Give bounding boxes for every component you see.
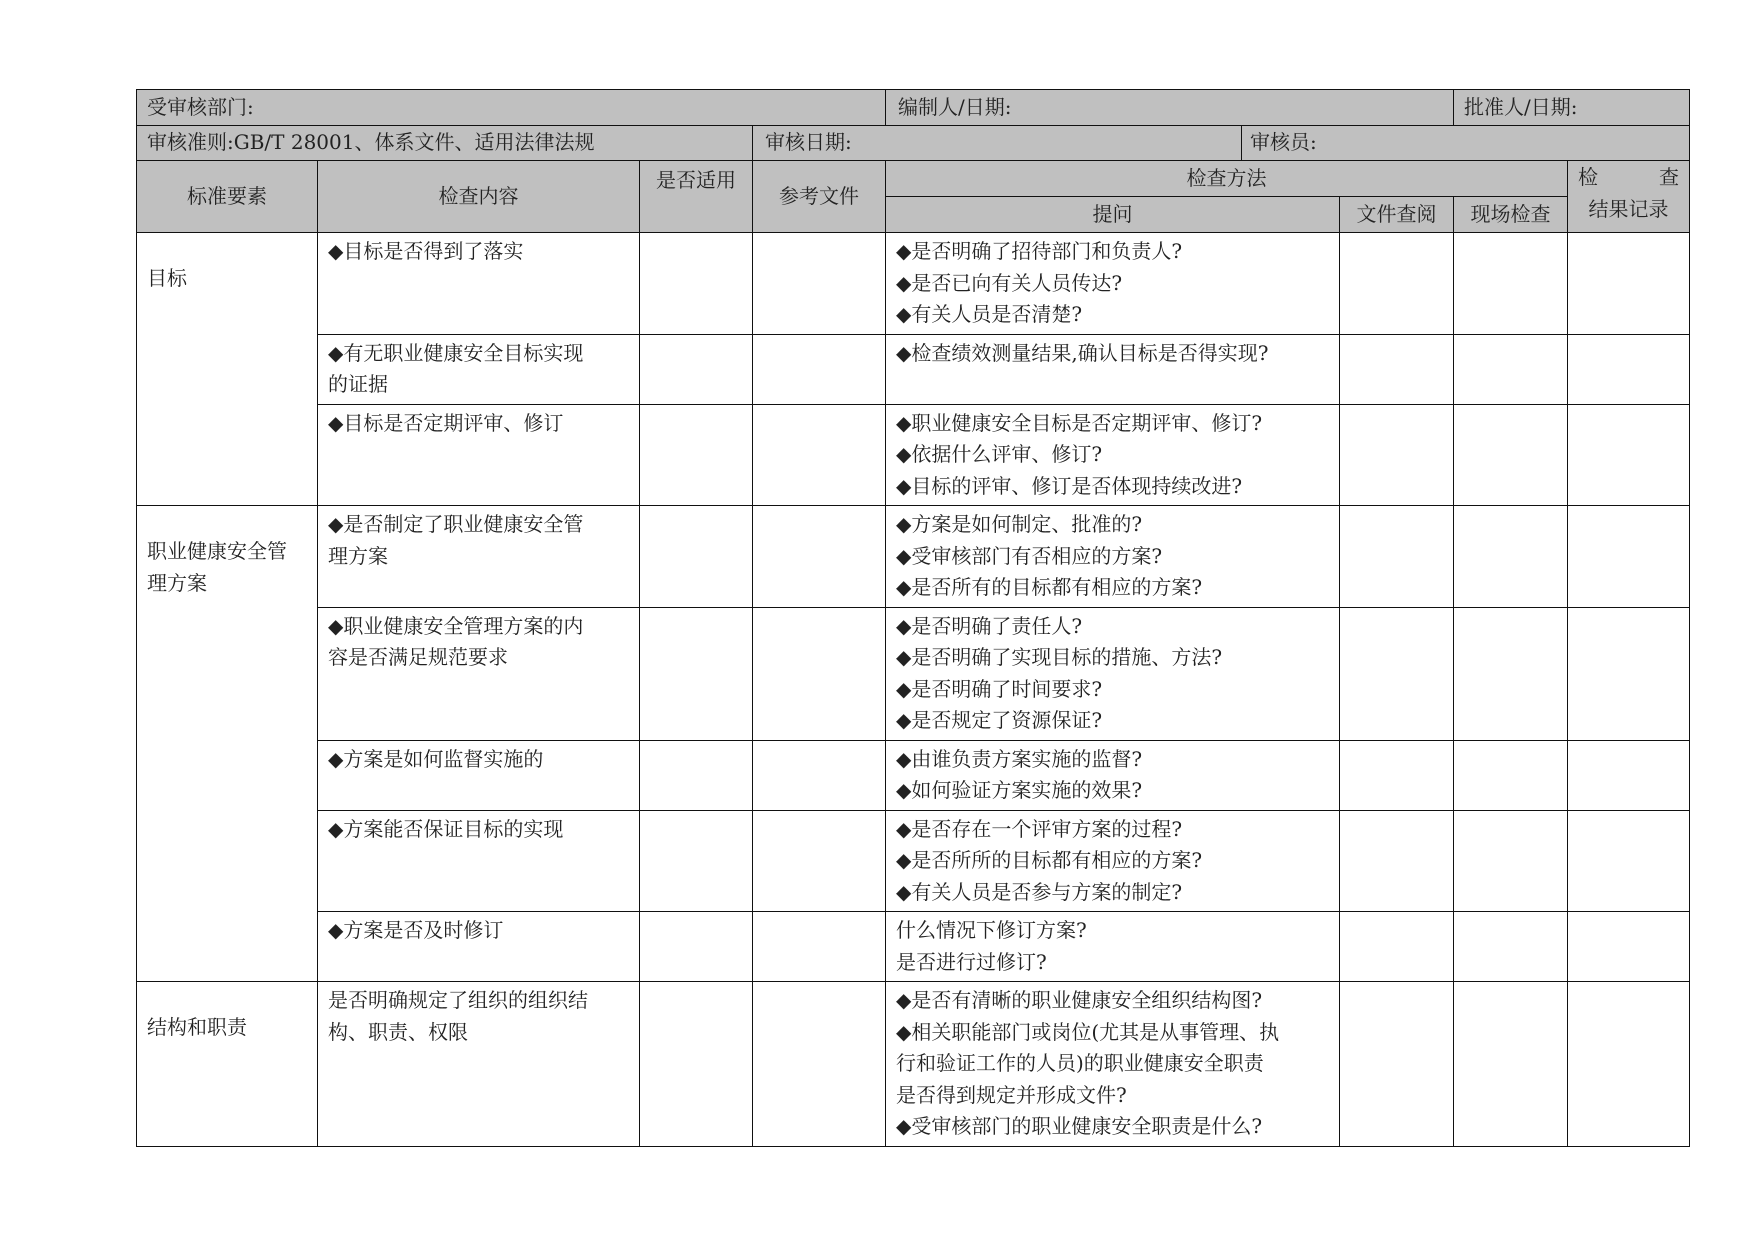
header-row-2-table bbox=[136, 125, 1690, 162]
checklist-row bbox=[137, 740, 1690, 810]
question-line: 是否得到规定并形成文件? bbox=[896, 1082, 1127, 1107]
element-cell bbox=[137, 982, 318, 1147]
doc-review-cell[interactable] bbox=[1340, 810, 1454, 912]
col-head-result bbox=[1568, 161, 1690, 233]
result-cell[interactable] bbox=[1568, 810, 1690, 912]
result-cell[interactable] bbox=[1568, 506, 1690, 608]
audited-dept-field[interactable] bbox=[137, 90, 886, 126]
reference-cell[interactable] bbox=[753, 607, 886, 740]
content-line: ◆有无职业健康安全目标实现 bbox=[328, 340, 584, 365]
header-row-1 bbox=[137, 90, 1690, 126]
auditor-field[interactable] bbox=[1242, 125, 1690, 161]
content-line: ◆职业健康安全管理方案的内 bbox=[328, 613, 584, 638]
reference-cell[interactable] bbox=[753, 233, 886, 335]
element-label: 结构和职责 bbox=[147, 1015, 247, 1039]
result-cell[interactable] bbox=[1568, 607, 1690, 740]
result-cell[interactable] bbox=[1568, 982, 1690, 1147]
element-label: 职业健康安全管 bbox=[147, 539, 287, 563]
audited-dept-label: 受审核部门: bbox=[147, 94, 254, 119]
question-cell bbox=[886, 607, 1340, 740]
result-cell[interactable] bbox=[1568, 912, 1690, 982]
content-line: 容是否满足规范要求 bbox=[328, 645, 508, 669]
checklist-row bbox=[137, 982, 1690, 1147]
col-head-result-line2: 结果记录 bbox=[1588, 196, 1669, 221]
question-line: ◆职业健康安全目标是否定期评审、修订? bbox=[896, 410, 1263, 435]
content-line: 构、职责、权限 bbox=[328, 1019, 468, 1044]
doc-review-cell[interactable] bbox=[1340, 982, 1454, 1147]
question-line: ◆是否规定了资源保证? bbox=[896, 708, 1103, 732]
content-line: 的证据 bbox=[328, 372, 388, 396]
reference-cell[interactable] bbox=[753, 740, 886, 810]
checklist-row bbox=[137, 334, 1690, 404]
question-line: ◆目标的评审、修订是否体现持续改进? bbox=[896, 473, 1243, 498]
question-line: ◆有关人员是否参与方案的制定? bbox=[896, 879, 1183, 904]
applicable-cell[interactable] bbox=[640, 233, 753, 335]
auditor-label: 审核员: bbox=[1250, 130, 1317, 155]
col-head-reference: 参考文件 bbox=[753, 161, 886, 233]
doc-review-cell[interactable] bbox=[1340, 740, 1454, 810]
question-line: 行和验证工作的人员)的职业健康安全职责 bbox=[896, 1051, 1264, 1075]
reference-cell[interactable] bbox=[753, 810, 886, 912]
reference-cell[interactable] bbox=[753, 334, 886, 404]
applicable-cell[interactable] bbox=[640, 912, 753, 982]
site-check-cell[interactable] bbox=[1454, 982, 1568, 1147]
content-cell bbox=[318, 506, 640, 608]
reference-cell[interactable] bbox=[753, 912, 886, 982]
content-cell bbox=[318, 912, 640, 982]
element-cell bbox=[137, 233, 318, 506]
question-line: ◆受审核部门的职业健康安全职责是什么? bbox=[896, 1114, 1263, 1138]
content-cell bbox=[318, 404, 640, 506]
col-head-site-check: 现场检查 bbox=[1454, 197, 1568, 233]
col-head-content: 检查内容 bbox=[318, 161, 640, 233]
question-line: ◆方案是如何制定、批准的? bbox=[896, 512, 1143, 536]
question-cell bbox=[886, 506, 1340, 608]
header-row-2 bbox=[137, 125, 1690, 161]
compiler-label: 编制人/日期: bbox=[898, 94, 1012, 119]
question-line: ◆是否明确了时间要求? bbox=[896, 676, 1103, 701]
checklist-row bbox=[137, 810, 1690, 912]
content-line: ◆目标是否定期评审、修订 bbox=[328, 410, 564, 435]
col-head-applicable: 是否适用 bbox=[640, 161, 753, 233]
question-line: ◆由谁负责方案实施的监督? bbox=[896, 746, 1143, 771]
reference-cell[interactable] bbox=[753, 982, 886, 1147]
doc-review-cell[interactable] bbox=[1340, 334, 1454, 404]
criteria-field bbox=[137, 125, 753, 161]
checklist-row bbox=[137, 912, 1690, 982]
question-cell bbox=[886, 810, 1340, 912]
content-line: ◆目标是否得到了落实 bbox=[328, 239, 524, 263]
site-check-cell[interactable] bbox=[1454, 506, 1568, 608]
applicable-cell[interactable] bbox=[640, 810, 753, 912]
site-check-cell[interactable] bbox=[1454, 404, 1568, 506]
question-line: ◆是否所有的目标都有相应的方案? bbox=[896, 575, 1203, 599]
result-cell[interactable] bbox=[1568, 404, 1690, 506]
doc-review-cell[interactable] bbox=[1340, 607, 1454, 740]
criteria-label: 审核准则:GB/T 28001、体系文件、适用法律法规 bbox=[147, 130, 595, 155]
question-line: 是否进行过修订? bbox=[896, 949, 1047, 974]
checklist-row bbox=[137, 607, 1690, 740]
question-cell bbox=[886, 912, 1340, 982]
reference-cell[interactable] bbox=[753, 506, 886, 608]
question-line: ◆是否已向有关人员传达? bbox=[896, 270, 1123, 295]
question-line: ◆是否明确了实现目标的措施、方法? bbox=[896, 645, 1223, 669]
checklist-rows bbox=[137, 233, 1690, 1147]
content-cell bbox=[318, 740, 640, 810]
question-line: ◆是否有清晰的职业健康安全组织结构图? bbox=[896, 988, 1263, 1012]
col-head-method: 检查方法 bbox=[886, 161, 1568, 197]
question-line: ◆是否明确了责任人? bbox=[896, 613, 1083, 638]
applicable-cell[interactable] bbox=[640, 607, 753, 740]
compiler-field[interactable] bbox=[886, 90, 1454, 126]
site-check-cell[interactable] bbox=[1454, 233, 1568, 335]
content-line: 理方案 bbox=[328, 543, 388, 568]
question-cell bbox=[886, 233, 1340, 335]
doc-review-cell[interactable] bbox=[1340, 233, 1454, 335]
question-line: ◆是否所所的目标都有相应的方案? bbox=[896, 848, 1203, 872]
result-cell[interactable] bbox=[1568, 334, 1690, 404]
content-cell bbox=[318, 607, 640, 740]
question-line: ◆是否存在一个评审方案的过程? bbox=[896, 816, 1183, 841]
site-check-cell[interactable] bbox=[1454, 334, 1568, 404]
doc-review-cell[interactable] bbox=[1340, 912, 1454, 982]
content-cell bbox=[318, 810, 640, 912]
applicable-cell[interactable] bbox=[640, 506, 753, 608]
element-label: 目标 bbox=[147, 266, 187, 290]
question-cell bbox=[886, 334, 1340, 404]
question-cell bbox=[886, 740, 1340, 810]
checklist-row bbox=[137, 233, 1690, 335]
question-cell bbox=[886, 982, 1340, 1147]
content-line: 是否明确规定了组织的组织结 bbox=[328, 988, 588, 1012]
content-line: ◆方案是否及时修订 bbox=[328, 918, 504, 942]
question-line: ◆受审核部门有否相应的方案? bbox=[896, 543, 1163, 568]
question-line: ◆依据什么评审、修订? bbox=[896, 442, 1103, 466]
site-check-cell[interactable] bbox=[1454, 912, 1568, 982]
site-check-cell[interactable] bbox=[1454, 810, 1568, 912]
question-line: ◆有关人员是否清楚? bbox=[896, 302, 1083, 326]
column-header-row-1 bbox=[137, 161, 1690, 197]
audit-date-field[interactable] bbox=[753, 125, 1242, 161]
audit-date-label: 审核日期: bbox=[765, 130, 852, 155]
question-line: ◆是否明确了招待部门和负责人? bbox=[896, 239, 1183, 263]
approver-field[interactable] bbox=[1454, 90, 1690, 126]
audit-checklist-document bbox=[136, 89, 1689, 1147]
question-line: ◆检查绩效测量结果,确认目标是否得实现? bbox=[896, 340, 1269, 365]
element-cell bbox=[137, 506, 318, 982]
doc-review-cell[interactable] bbox=[1340, 404, 1454, 506]
checklist-row bbox=[137, 506, 1690, 608]
col-head-result-line1: 检 查 bbox=[1578, 165, 1680, 189]
doc-review-cell[interactable] bbox=[1340, 506, 1454, 608]
content-line: ◆是否制定了职业健康安全管 bbox=[328, 512, 584, 536]
applicable-cell[interactable] bbox=[640, 740, 753, 810]
content-line: ◆方案是如何监督实施的 bbox=[328, 746, 544, 771]
applicable-cell[interactable] bbox=[640, 334, 753, 404]
audit-checklist-table bbox=[136, 89, 1690, 126]
question-cell bbox=[886, 404, 1340, 506]
content-cell bbox=[318, 334, 640, 404]
col-head-doc-review: 文件查阅 bbox=[1340, 197, 1454, 233]
question-line: 什么情况下修订方案? bbox=[896, 918, 1087, 942]
checklist-body-table bbox=[136, 160, 1690, 1147]
content-cell bbox=[318, 233, 640, 335]
col-head-question: 提问 bbox=[886, 197, 1340, 233]
applicable-cell[interactable] bbox=[640, 404, 753, 506]
site-check-cell[interactable] bbox=[1454, 740, 1568, 810]
site-check-cell[interactable] bbox=[1454, 607, 1568, 740]
col-head-element: 标准要素 bbox=[137, 161, 318, 233]
reference-cell[interactable] bbox=[753, 404, 886, 506]
applicable-cell[interactable] bbox=[640, 982, 753, 1147]
question-line: ◆相关职能部门或岗位(尤其是从事管理、执 bbox=[896, 1019, 1280, 1044]
checklist-row bbox=[137, 404, 1690, 506]
result-cell[interactable] bbox=[1568, 740, 1690, 810]
question-line: ◆如何验证方案实施的效果? bbox=[896, 778, 1143, 802]
element-label: 理方案 bbox=[147, 570, 207, 595]
content-cell bbox=[318, 982, 640, 1147]
result-cell[interactable] bbox=[1568, 233, 1690, 335]
content-line: ◆方案能否保证目标的实现 bbox=[328, 816, 564, 841]
approver-label: 批准人/日期: bbox=[1464, 94, 1578, 119]
